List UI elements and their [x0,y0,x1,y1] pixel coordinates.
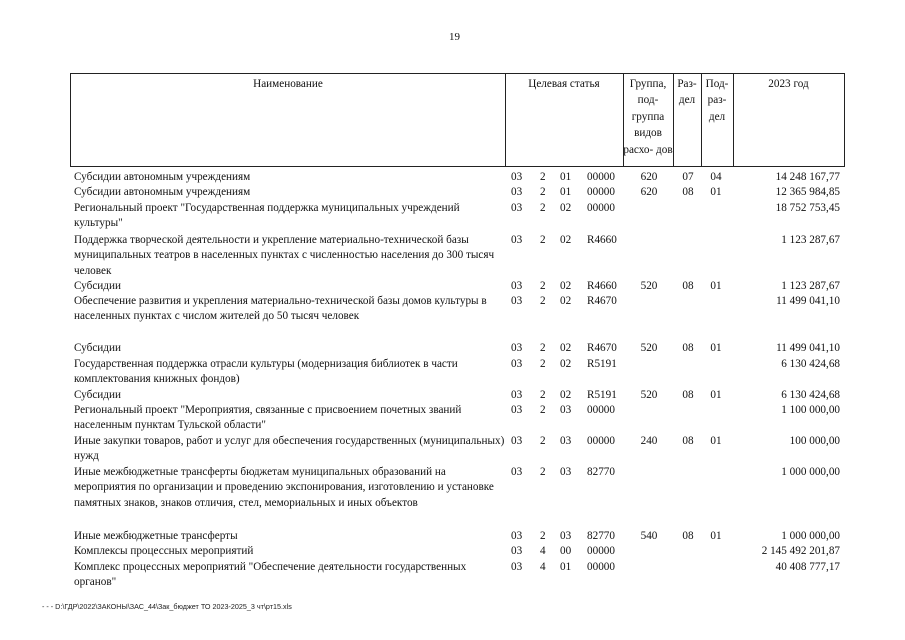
row-code-type: 2 [540,280,546,292]
row-code-type: 2 [540,202,546,214]
row-code-program: 03 [511,358,523,370]
row-code-program: 03 [511,280,523,292]
row-section: 07 [682,171,694,183]
row-code-item: 02 [560,342,572,354]
row-name: Иные закупки товаров, работ и услуг для обеспечения государственных (муниципальных) нужд [74,435,505,463]
row-amount: 6 130 424,68 [781,358,840,370]
row-code-program: 03 [511,234,523,246]
row-code-type: 2 [540,404,546,416]
row-amount: 2 145 492 201,87 [761,545,840,557]
row-code-item: 01 [560,186,572,198]
row-code-program: 03 [511,561,523,573]
row-section: 08 [682,435,694,447]
row-code-item: 02 [560,358,572,370]
row-code-item: 03 [560,466,572,478]
row-section: 08 [682,186,694,198]
row-code-direction: R4660 [587,234,617,246]
row-name: Комплексы процессных мероприятий [74,545,254,557]
row-code-program: 03 [511,389,523,401]
row-code-program: 03 [511,186,523,198]
row-code-item: 02 [560,280,572,292]
header-target-article: Целевая статья [528,78,600,90]
row-code-program: 03 [511,202,523,214]
row-amount: 11 499 041,10 [776,342,840,354]
row-code-program: 03 [511,466,523,478]
row-code-program: 03 [511,295,523,307]
row-code-direction: R4670 [587,342,617,354]
row-name: Субсидии автономным учреждениям [74,171,251,183]
row-name: Иные межбюджетные трансферты бюджетам муниципальных образований на мероприятия по организации и проведению экспонирования, изготовлению и установке памятных знаков, знаков отличия, стел, мемориальных и иных объектов [74,466,494,509]
row-code-direction: 82770 [587,466,615,478]
row-code-direction: 00000 [587,404,615,416]
row-code-type: 2 [540,171,546,183]
row-name: Иные межбюджетные трансферты [74,530,238,542]
row-code-item: 02 [560,202,572,214]
row-code-item: 01 [560,561,572,573]
header-name: Наименование [253,78,323,90]
row-group: 540 [640,530,658,542]
row-subsection: 01 [710,435,722,447]
row-name: Региональный проект "Государственная поддержка муниципальных учреждений культуры" [74,202,460,230]
row-code-direction: 00000 [587,171,615,183]
row-code-item: 02 [560,295,572,307]
row-name: Поддержка творческой деятельности и укрепление материально-технической базы муниципальных театров в населенных пунктах с численностью населения до 300 тысяч человек [74,234,495,277]
row-name: Субсидии [74,342,121,354]
row-code-item: 03 [560,530,572,542]
row-code-item: 03 [560,404,572,416]
row-name: Региональный проект "Мероприятия, связанные с присвоением почетных званий населенным пунктам Тульской области" [74,404,462,432]
row-code-direction: R5191 [587,389,617,401]
row-name: Субсидии [74,280,121,292]
row-group: 620 [640,171,658,183]
row-amount: 11 499 041,10 [776,295,840,307]
row-subsection: 01 [710,186,722,198]
row-code-program: 03 [511,435,523,447]
file-path-footer: - - - D:\ГДР\2022\ЗАКОНЫ\ЗАС_44\Зак_бюджет ТО 2023-2025_3 чт\рт15.xls [42,602,292,611]
row-subsection: 01 [710,389,722,401]
row-code-type: 2 [540,435,546,447]
row-code-type: 2 [540,295,546,307]
row-code-direction: 82770 [587,530,615,542]
row-subsection: 01 [710,530,722,542]
row-code-direction: 00000 [587,202,615,214]
row-code-type: 2 [540,358,546,370]
row-code-direction: 00000 [587,561,615,573]
row-code-program: 03 [511,545,523,557]
row-name: Комплекс процессных мероприятий "Обеспечение деятельности государственных органов" [74,561,467,589]
row-code-type: 2 [540,342,546,354]
row-code-type: 2 [540,186,546,198]
row-group: 520 [640,280,658,292]
row-code-direction: 00000 [587,435,615,447]
row-code-program: 03 [511,342,523,354]
row-name: Государственная поддержка отрасли культуры (модернизация библиотек в части комплектования книжных фондов) [74,358,458,386]
row-code-direction: R5191 [587,358,617,370]
header-subsection: Под- раз- дел [705,78,729,123]
row-code-direction: R4660 [587,280,617,292]
row-name: Обеспечение развития и укрепления материально-технической базы домов культуры в населенных пунктах с числом жителей до 50 тысяч человек [74,295,487,323]
row-code-type: 2 [540,389,546,401]
header-section: Раз- дел [677,78,697,107]
row-amount: 1 000 000,00 [781,466,840,478]
row-code-item: 02 [560,389,572,401]
row-section: 08 [682,342,694,354]
row-subsection: 01 [710,280,722,292]
row-code-item: 03 [560,435,572,447]
row-name: Субсидии [74,389,121,401]
row-group: 620 [640,186,658,198]
row-code-item: 02 [560,234,572,246]
row-group: 520 [640,342,658,354]
row-group: 520 [640,389,658,401]
row-code-type: 2 [540,466,546,478]
page-number: 19 [449,31,460,43]
row-amount: 1 123 287,67 [781,234,840,246]
row-section: 08 [682,389,694,401]
row-section: 08 [682,530,694,542]
header-group: Группа, под- группа видов расхо- дов [623,78,673,156]
row-code-type: 2 [540,234,546,246]
row-code-direction: 00000 [587,545,615,557]
row-code-item: 00 [560,545,572,557]
row-section: 08 [682,280,694,292]
row-subsection: 04 [710,171,722,183]
row-amount: 1 000 000,00 [781,530,840,542]
row-group: 240 [640,435,658,447]
row-code-type: 2 [540,530,546,542]
row-code-direction: R4670 [587,295,617,307]
row-code-type: 4 [540,545,546,557]
row-code-program: 03 [511,171,523,183]
row-subsection: 01 [710,342,722,354]
row-code-direction: 00000 [587,186,615,198]
row-amount: 14 248 167,77 [775,171,840,183]
row-name: Субсидии автономным учреждениям [74,186,251,198]
row-amount: 18 752 753,45 [775,202,840,214]
header-year: 2023 год [768,78,809,90]
row-code-type: 4 [540,561,546,573]
row-code-program: 03 [511,530,523,542]
row-amount: 100 000,00 [789,435,840,447]
row-amount: 40 408 777,17 [775,561,840,573]
row-amount: 1 123 287,67 [781,280,840,292]
row-code-item: 01 [560,171,572,183]
row-amount: 1 100 000,00 [781,404,840,416]
row-amount: 12 365 984,85 [775,186,840,198]
row-amount: 6 130 424,68 [781,389,840,401]
row-code-program: 03 [511,404,523,416]
